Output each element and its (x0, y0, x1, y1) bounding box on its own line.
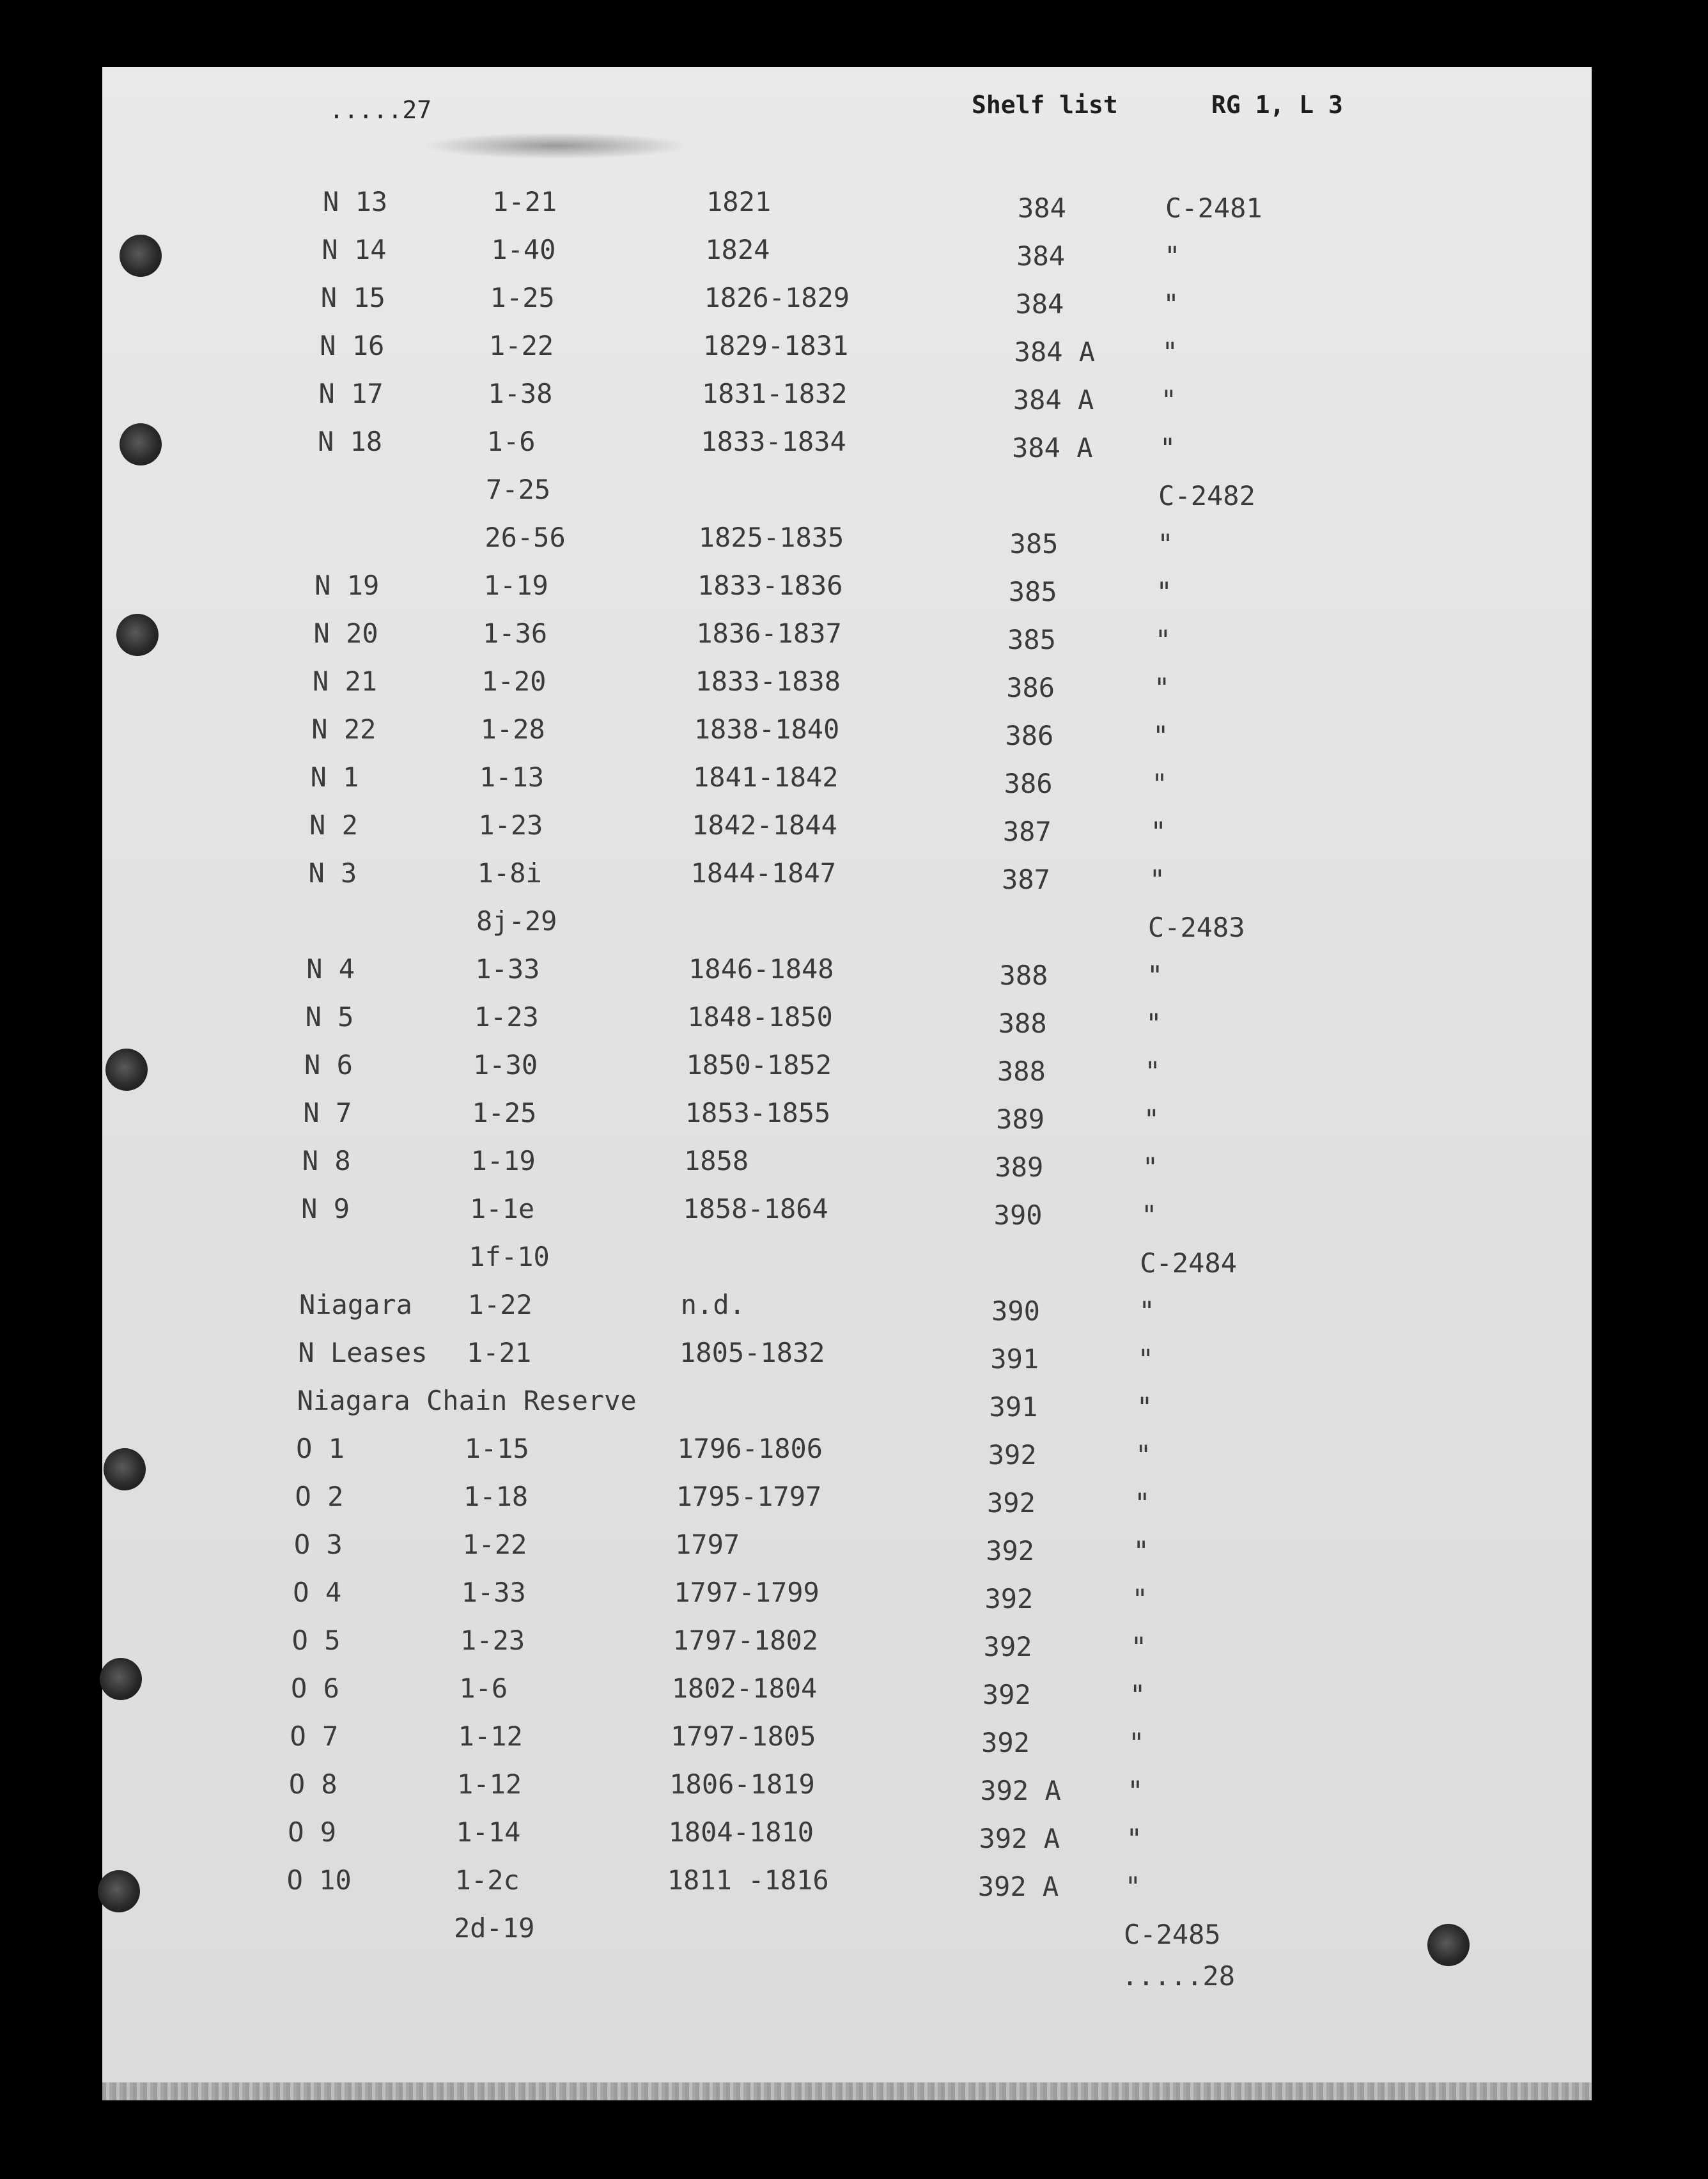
pages-cell: 1-30 (473, 1049, 538, 1081)
series-cell: N 2 (309, 809, 358, 841)
reel-cell: " (1138, 1295, 1155, 1327)
volume-cell: 386 (1005, 720, 1054, 751)
reel-cell: " (1149, 864, 1166, 895)
pages-cell: 8j-29 (476, 905, 557, 937)
reel-cell: " (1128, 1727, 1145, 1758)
series-cell: O 7 (290, 1721, 339, 1752)
pages-cell: 1-14 (456, 1816, 521, 1848)
reel-cell: " (1160, 384, 1177, 416)
dates-cell: 1797 (675, 1529, 740, 1560)
reel-cell: C-2485 (1124, 1919, 1221, 1950)
pages-cell: 1-38 (488, 378, 553, 409)
pages-cell: 1-33 (461, 1577, 526, 1608)
page-bottom-edge (102, 2082, 1592, 2100)
series-cell: N 4 (306, 953, 355, 985)
dates-cell: 1811 -1816 (667, 1864, 829, 1896)
reel-cell: " (1161, 336, 1178, 368)
volume-cell: 392 (988, 1439, 1037, 1471)
series-cell: N 7 (303, 1097, 352, 1129)
series-cell: O 10 (286, 1864, 352, 1896)
pages-cell: 1-25 (490, 282, 555, 313)
series-cell: N 20 (313, 618, 378, 649)
reel-cell: " (1137, 1343, 1154, 1375)
reel-cell: " (1124, 1871, 1142, 1902)
reel-cell: " (1130, 1631, 1147, 1662)
volume-cell: 384 A (1014, 336, 1096, 368)
pages-cell: 1-20 (481, 666, 547, 697)
volume-cell: 392 A (977, 1871, 1059, 1902)
dates-cell: 1797-1805 (671, 1721, 816, 1752)
punch-hole (104, 1448, 146, 1490)
reel-cell: " (1136, 1391, 1153, 1423)
reel-cell: " (1163, 288, 1179, 320)
dates-cell: 1838-1840 (694, 714, 840, 745)
pages-cell: 1-33 (475, 953, 540, 985)
pages-cell: 1-8i (477, 857, 542, 889)
dates-cell: 1858 (684, 1145, 749, 1176)
pages-cell: 1-25 (472, 1097, 537, 1129)
reel-cell: " (1141, 1199, 1158, 1231)
dates-cell: 1831-1832 (702, 378, 848, 409)
volume-cell: 384 (1015, 288, 1064, 320)
dates-cell: 1796-1806 (677, 1433, 823, 1464)
dates-cell: 1824 (705, 234, 770, 265)
volume-cell: 385 (1008, 576, 1057, 607)
pages-cell: 1-12 (458, 1721, 523, 1752)
dates-cell: 1806-1819 (669, 1769, 815, 1800)
reel-cell: C-2482 (1158, 480, 1255, 512)
reel-cell: " (1157, 528, 1174, 559)
reel-cell: " (1127, 1775, 1144, 1806)
series-cell: Niagara Chain Reserve (297, 1385, 637, 1416)
pages-cell: 1-22 (462, 1529, 527, 1560)
reel-cell: C-2481 (1165, 192, 1262, 224)
series-cell: O 9 (288, 1816, 337, 1848)
pages-cell: 1-23 (474, 1001, 539, 1033)
volume-cell: 388 (997, 1056, 1046, 1087)
pages-cell: 1-19 (470, 1145, 536, 1176)
next-page-ref: .....28 (1122, 1960, 1236, 1992)
volume-cell: 392 (984, 1583, 1034, 1614)
pages-cell: 1-2c (454, 1864, 520, 1896)
volume-cell: 390 (993, 1199, 1043, 1231)
volume-cell: 385 (1007, 624, 1056, 655)
punch-hole (98, 1870, 140, 1912)
dates-cell: 1833-1838 (695, 666, 841, 697)
volume-cell: 388 (999, 960, 1048, 991)
dates-cell: 1846-1848 (688, 953, 834, 985)
reel-cell: " (1164, 240, 1181, 272)
dates-cell: 1833-1834 (701, 426, 846, 457)
pages-cell: 1-21 (467, 1337, 532, 1368)
volume-cell: 389 (995, 1152, 1044, 1183)
volume-cell: 392 A (979, 1823, 1060, 1854)
dates-cell: 1795-1797 (676, 1481, 822, 1512)
pages-cell: 1-23 (460, 1625, 525, 1656)
pages-cell: 1-22 (489, 330, 554, 361)
pages-cell: 1-19 (483, 570, 548, 601)
reel-cell: " (1142, 1152, 1159, 1183)
series-cell: N 21 (312, 666, 378, 697)
series-cell: Niagara (299, 1289, 412, 1320)
series-cell: O 8 (288, 1769, 338, 1800)
reel-cell: " (1147, 960, 1163, 991)
dates-cell: 1826-1829 (704, 282, 850, 313)
dates-cell: 1833-1836 (697, 570, 843, 601)
pages-cell: 1-22 (467, 1289, 532, 1320)
pages-cell: 1-6 (459, 1673, 508, 1704)
pages-cell: 1-15 (464, 1433, 529, 1464)
volume-cell: 392 A (980, 1775, 1061, 1806)
volume-cell: 392 (986, 1535, 1035, 1566)
dates-cell: 1821 (706, 186, 772, 217)
reel-cell: " (1130, 1679, 1146, 1710)
volume-cell: 385 (1009, 528, 1059, 559)
pages-cell: 2d-19 (454, 1912, 535, 1944)
volume-cell: 392 (983, 1631, 1032, 1662)
volume-cell: 384 A (1012, 432, 1093, 464)
reel-cell: " (1135, 1439, 1152, 1471)
previous-page-ref: .....27 (329, 96, 432, 124)
reel-cell: " (1150, 816, 1167, 847)
reel-cell: " (1154, 624, 1172, 655)
series-cell: N 8 (302, 1145, 351, 1176)
series-cell: N 1 (310, 761, 359, 793)
series-cell: N 9 (301, 1193, 350, 1224)
reel-cell: C-2483 (1147, 912, 1245, 943)
series-cell: N Leases (298, 1337, 428, 1368)
series-cell: N 19 (314, 570, 380, 601)
volume-cell: 384 A (1013, 384, 1094, 416)
reel-cell: " (1133, 1535, 1149, 1566)
dates-cell: 1802-1804 (671, 1673, 818, 1704)
series-cell: N 3 (308, 857, 357, 889)
punch-hole (105, 1049, 148, 1091)
series-cell: O 5 (291, 1625, 341, 1656)
reel-cell: " (1159, 432, 1176, 464)
reel-cell: " (1126, 1823, 1142, 1854)
volume-cell: 388 (998, 1008, 1047, 1039)
dates-cell: 1850-1852 (686, 1049, 832, 1081)
volume-cell: 392 (987, 1487, 1036, 1519)
volume-cell: 391 (989, 1391, 1038, 1423)
pages-cell: 1-21 (492, 186, 557, 217)
pages-cell: 1-28 (480, 714, 545, 745)
series-cell: O 1 (296, 1433, 345, 1464)
dates-cell: 1853-1855 (685, 1097, 831, 1129)
series-cell: N 22 (311, 714, 377, 745)
punch-hole (116, 614, 159, 656)
dates-cell: 1836-1837 (696, 618, 842, 649)
dates-cell: n.d. (680, 1289, 745, 1320)
volume-cell: 384 (1016, 240, 1066, 272)
punch-hole (120, 423, 162, 465)
punch-hole (120, 235, 162, 277)
punch-hole (1427, 1924, 1470, 1966)
volume-cell: 384 (1018, 192, 1066, 224)
reel-cell: " (1144, 1056, 1161, 1087)
series-cell: N 5 (305, 1001, 354, 1033)
pages-cell: 1-1e (470, 1193, 535, 1224)
reel-cell: " (1143, 1104, 1160, 1135)
document-page (102, 67, 1592, 2100)
series-cell: N 18 (317, 426, 383, 457)
punch-hole (100, 1658, 142, 1700)
series-cell: O 3 (293, 1529, 343, 1560)
dates-cell: 1825-1835 (698, 522, 844, 553)
volume-cell: 387 (1002, 864, 1050, 895)
record-group-label: RG 1, L 3 (1211, 91, 1343, 119)
reel-cell: " (1131, 1583, 1148, 1614)
dates-cell: 1797-1802 (672, 1625, 819, 1656)
shelf-list-title: Shelf list (972, 91, 1118, 119)
pages-cell: 1-23 (478, 809, 543, 841)
reel-cell: " (1153, 672, 1170, 703)
dates-cell: 1844-1847 (690, 857, 837, 889)
series-cell: N 17 (318, 378, 384, 409)
pages-cell: 1-13 (479, 761, 545, 793)
pages-cell: 1-36 (483, 618, 548, 649)
dates-cell: 1858-1864 (683, 1193, 828, 1224)
dates-cell: 1804-1810 (668, 1816, 814, 1848)
volume-cell: 391 (990, 1343, 1039, 1375)
series-cell: N 16 (320, 330, 385, 361)
dates-cell: 1805-1832 (679, 1337, 825, 1368)
ink-smudge (422, 132, 690, 159)
dates-cell: 1829-1831 (703, 330, 849, 361)
reel-cell: " (1145, 1008, 1162, 1039)
dates-cell: 1841-1842 (693, 761, 839, 793)
volume-cell: 392 (981, 1727, 1030, 1758)
series-cell: O 6 (291, 1673, 339, 1704)
volume-cell: 386 (1006, 672, 1055, 703)
volume-cell: 390 (991, 1295, 1040, 1327)
series-cell: O 4 (293, 1577, 342, 1608)
volume-cell: 386 (1004, 768, 1053, 799)
series-cell: N 14 (322, 234, 387, 265)
dates-cell: 1797-1799 (674, 1577, 819, 1608)
series-cell: O 2 (295, 1481, 344, 1512)
pages-cell: 1-6 (486, 426, 536, 457)
reel-cell: C-2484 (1140, 1247, 1237, 1279)
volume-cell: 392 (982, 1679, 1031, 1710)
volume-cell: 389 (996, 1104, 1045, 1135)
series-cell: N 15 (320, 282, 385, 313)
pages-cell: 1-40 (491, 234, 556, 265)
reel-cell: " (1156, 576, 1172, 607)
reel-cell: " (1134, 1487, 1151, 1519)
pages-cell: 1f-10 (469, 1241, 550, 1272)
dates-cell: 1848-1850 (687, 1001, 833, 1033)
pages-cell: 7-25 (486, 474, 551, 505)
reel-cell: " (1153, 720, 1169, 751)
series-cell: N 13 (323, 186, 388, 217)
reel-cell: " (1151, 768, 1168, 799)
pages-cell: 1-12 (457, 1769, 522, 1800)
volume-cell: 387 (1002, 816, 1052, 847)
dates-cell: 1842-1844 (692, 809, 837, 841)
pages-cell: 1-18 (463, 1481, 529, 1512)
series-cell: N 6 (304, 1049, 353, 1081)
pages-cell: 26-56 (485, 522, 566, 553)
